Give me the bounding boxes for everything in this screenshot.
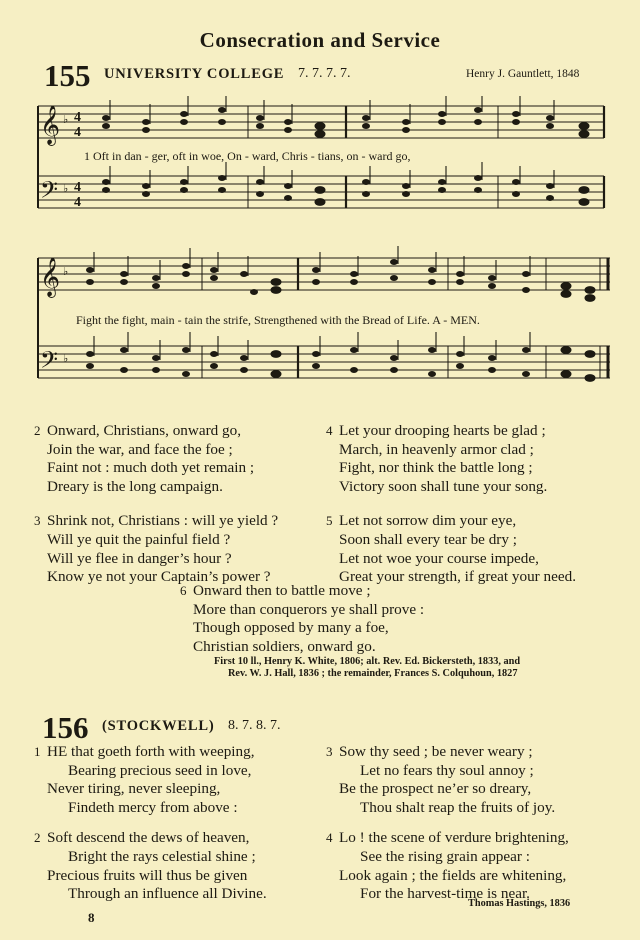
hymn-155-verses-right bbox=[326, 422, 576, 587]
verse-line: Though opposed by many a foe, bbox=[193, 619, 389, 637]
verse-line: Victory soon shall tune your song. bbox=[339, 477, 548, 495]
hymn-156-verses-left bbox=[34, 743, 267, 904]
svg-text:𝄞: 𝄞 bbox=[40, 257, 61, 297]
svg-text:4: 4 bbox=[74, 125, 81, 140]
stanza bbox=[34, 422, 278, 496]
stanza-number: 3 bbox=[326, 744, 333, 759]
stanza-number: 4 bbox=[326, 423, 333, 438]
hymn-155-number: 155 bbox=[44, 58, 91, 93]
verse-line: March, in heavenly armor clad ; bbox=[339, 440, 534, 458]
verse-line: Will ye flee in danger’s hour ? bbox=[47, 549, 232, 567]
verse-line: Through an influence all Divine. bbox=[68, 885, 267, 903]
stanza-number: 5 bbox=[326, 513, 333, 529]
hymn-155-tune-name: UNIVERSITY COLLEGE bbox=[104, 66, 285, 82]
stanza bbox=[326, 743, 569, 817]
hymn-155-credit-line-2: Rev. W. J. Hall, 1836 ; the remainder, Frances S. Colquhoun, 1827 bbox=[228, 668, 518, 679]
verse-line: Let no fears thy soul annoy ; bbox=[360, 761, 534, 779]
stanza bbox=[326, 422, 576, 496]
verse-line: HE that goeth forth with weeping, bbox=[47, 743, 255, 760]
verse-line: Know ye not your Captain’s power ? bbox=[47, 568, 271, 586]
svg-text:𝄞: 𝄞 bbox=[40, 105, 61, 145]
hymn-156-credit: Thomas Hastings, 1836 bbox=[468, 898, 571, 909]
verse-line: Let your drooping hearts be glad ; bbox=[339, 422, 546, 439]
verse-line: Will ye quit the painful field ? bbox=[47, 530, 231, 548]
verse-line: Soft descend the dews of heaven, bbox=[47, 829, 250, 847]
verse-line: Sow thy seed ; be never weary ; bbox=[339, 743, 533, 760]
hymn-155-lyric-line-2: Fight the fight, main - tain the strife, Strengthened with the Bread of Life. A - MEN. bbox=[76, 313, 480, 327]
hymn-156-meter: 8. 7. 8. 7. bbox=[228, 718, 281, 733]
hymn-155-verses-left bbox=[34, 422, 278, 587]
stanza bbox=[34, 512, 278, 586]
stanza bbox=[34, 743, 267, 817]
stanza-number: 2 bbox=[34, 830, 41, 846]
stanza-number: 1 bbox=[34, 744, 41, 759]
hymn-156-verses-right bbox=[326, 743, 569, 904]
stanza-number: 4 bbox=[326, 830, 333, 846]
verse-line: Precious fruits will thus be given bbox=[47, 866, 248, 884]
svg-text:♭: ♭ bbox=[63, 353, 69, 365]
verse-line: More than conquerors ye shall prove : bbox=[193, 600, 425, 618]
hymn-155-lyric-line-1: 1 Oft in dan - ger, oft in woe, On - ward, Chris - tians, on - ward go, bbox=[84, 149, 411, 163]
hymn-155-composer: Henry J. Gauntlett, 1848 bbox=[466, 68, 580, 80]
svg-text:4: 4 bbox=[74, 195, 81, 210]
verse-line: Let not woe your course impede, bbox=[339, 549, 539, 567]
section-title: Consecration and Service bbox=[199, 28, 441, 52]
svg-text:♭: ♭ bbox=[63, 266, 69, 278]
stanza bbox=[326, 829, 569, 903]
hymn-155-credit-line-1: First 10 ll., Henry K. White, 1806; alt. Rev. Ed. Bickersteth, 1833, and bbox=[214, 656, 521, 667]
verse-line: Fight, nor think the battle long ; bbox=[339, 459, 533, 477]
verse-line: Christian soldiers, onward go. bbox=[193, 637, 376, 655]
verse-line: Bearing precious seed in love, bbox=[68, 761, 252, 779]
verse-line: Never tiring, never sleeping, bbox=[47, 780, 221, 798]
stanza-number: 6 bbox=[180, 583, 187, 598]
page-number: 8 bbox=[88, 910, 95, 925]
stanza bbox=[326, 512, 576, 586]
verse-line: Bright the rays celestial shine ; bbox=[68, 847, 256, 865]
svg-text:4: 4 bbox=[74, 180, 81, 195]
svg-text:♭: ♭ bbox=[63, 183, 69, 195]
verse-line: Onward then to battle move ; bbox=[193, 582, 371, 599]
hymn-156-number: 156 bbox=[42, 710, 89, 745]
stanza-number: 2 bbox=[34, 423, 41, 438]
verse-line: Onward, Christians, onward go, bbox=[47, 422, 242, 439]
svg-text:𝄢: 𝄢 bbox=[40, 346, 59, 379]
verse-line: Soon shall every tear be dry ; bbox=[339, 530, 517, 548]
verse-line: Dreary is the long campaign. bbox=[47, 477, 223, 495]
verse-line: Thou shalt reap the fruits of joy. bbox=[360, 798, 556, 816]
hymn-155-verse-6 bbox=[180, 582, 424, 656]
verse-line: Great your strength, if great your need. bbox=[339, 568, 577, 586]
stanza-number: 3 bbox=[34, 513, 41, 529]
verse-line: Findeth mercy from above : bbox=[68, 798, 238, 816]
verse-line: Look again ; the fields are whitening, bbox=[339, 866, 567, 884]
hymn-155-meter: 7. 7. 7. 7. bbox=[298, 66, 351, 81]
svg-text:♭: ♭ bbox=[63, 114, 69, 126]
stanza bbox=[34, 829, 267, 903]
verse-line: Faint not : much doth yet remain ; bbox=[47, 459, 255, 477]
verse-line: Join the war, and face the foe ; bbox=[47, 440, 233, 458]
svg-text:𝄢: 𝄢 bbox=[40, 176, 59, 209]
verse-line: Let not sorrow dim your eye, bbox=[339, 512, 517, 530]
hymn-156-tune-name: (STOCKWELL) bbox=[102, 718, 215, 734]
verse-line: Shrink not, Christians : will ye yield ? bbox=[47, 512, 279, 530]
verse-line: Be the prospect ne’er so dreary, bbox=[339, 780, 532, 798]
verse-line: For the harvest-time is near. bbox=[360, 885, 530, 903]
verse-line: See the rising grain appear : bbox=[360, 847, 530, 865]
svg-text:4: 4 bbox=[74, 110, 81, 125]
verse-line: Lo ! the scene of verdure brightening, bbox=[339, 829, 569, 847]
